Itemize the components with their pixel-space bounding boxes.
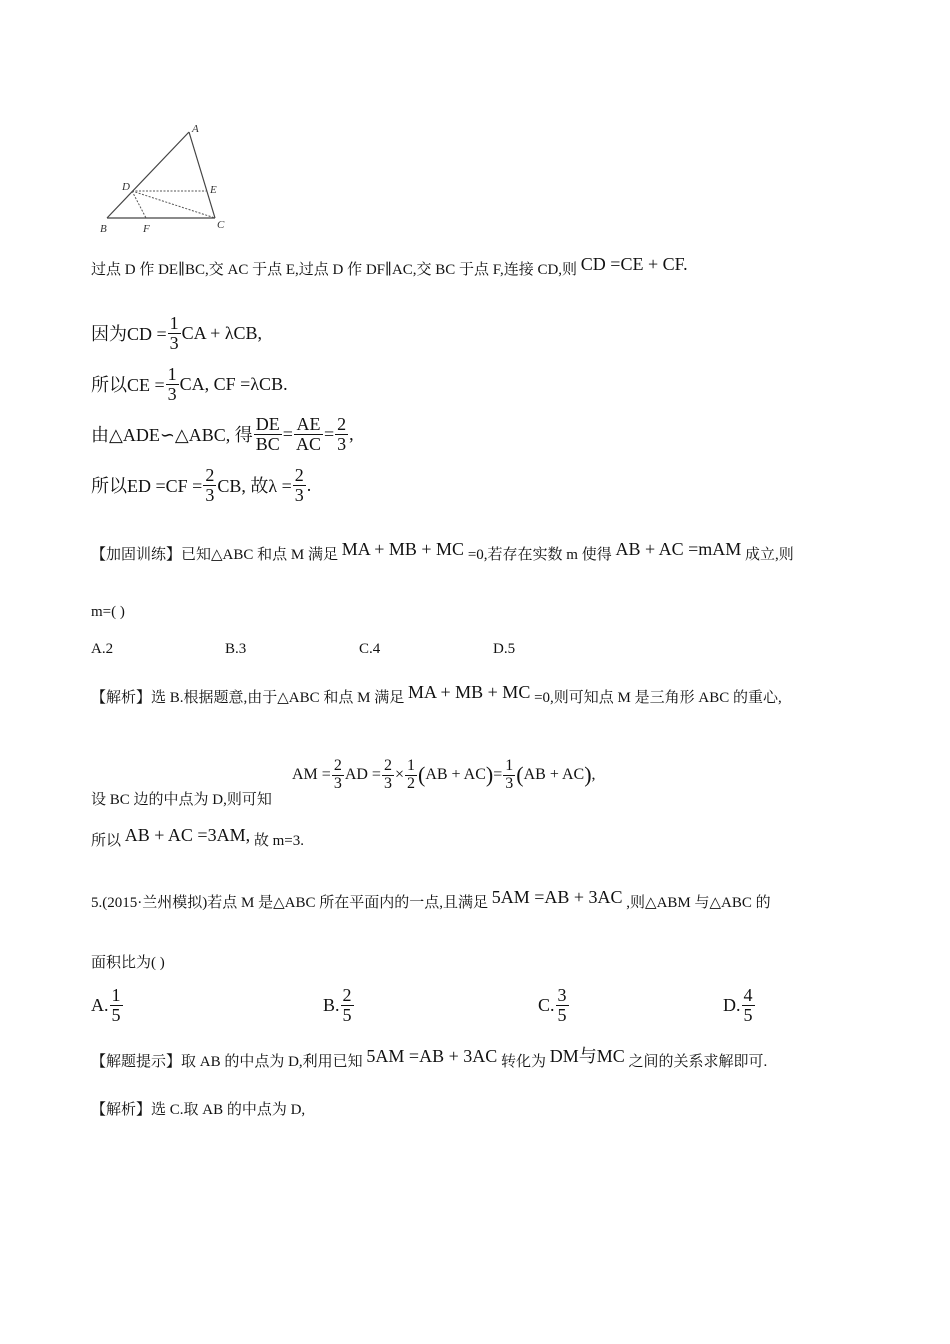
equals-sign: = [282,423,293,444]
numerator: 1 [169,313,179,333]
question-5 [91,887,771,912]
d2-prefix: 所以CE = [91,375,165,396]
hint-prefix: 【解题提示】取 AB 的中点为 D,利用已知 [91,1054,363,1070]
d4-suffix: . [306,474,312,495]
vector-equation: 5AM =AB + 3AC [491,887,623,907]
numerator: 1 [505,757,514,774]
d2-suffix: CA, CF =λCB. [179,373,288,394]
denominator: 3 [205,484,215,505]
numerator: DE [254,415,282,435]
solution-conclusion: 故 m=3. [253,833,304,849]
exercise-answer-blank: m=( ) [91,604,125,620]
formula-comma: , [591,766,596,784]
label-b: B [100,223,107,235]
option-label: D. [723,994,741,1015]
solution-prefix: 所以 [91,833,122,849]
numerator: 2 [333,757,342,774]
question-prefix: 5.(2015·兰州模拟)若点 M 是△ABC 所在平面内的一点,且满足 [91,895,488,911]
d1-prefix: 因为CD = [91,324,167,345]
hint-suffix: 之间的关系求解即可. [628,1054,768,1070]
exercise-question [91,539,794,564]
d4-prefix: 所以ED =CF = [91,476,203,497]
fraction [168,314,181,353]
vector-pair: DM与MC [549,1046,625,1066]
construction-text [91,254,688,279]
d3-prefix: 由△ADE∽△ABC, 得 [91,425,253,446]
vector-equation: AB + AC =mAM [615,539,742,559]
q5-option-a [91,986,124,1025]
formula-part: AB + AC [425,766,486,784]
fraction [166,365,179,404]
label-c: C [217,219,225,231]
numerator: 4 [743,985,753,1005]
fraction [254,415,282,454]
denominator: 2 [406,774,415,792]
formula-part: AB + AC [523,766,585,784]
question-5-line-2: 面积比为( ) [91,955,165,971]
fraction [405,758,417,793]
fraction [294,415,323,454]
denominator: 5 [342,1004,352,1025]
denominator: 5 [111,1004,121,1025]
numerator: 2 [294,465,304,485]
vector-sum: MA + MB + MC [341,539,465,559]
vector-equation: CD =CE + CF. [580,254,688,274]
label-a: A [192,123,199,135]
denominator: BC [255,433,280,454]
derivation-line-4 [91,466,311,505]
exercise-suffix: 成立,则 [745,547,794,563]
d4-middle: CB, 故λ = [217,476,292,497]
fraction [110,986,123,1025]
q5-solution: 【解析】选 C.取 AB 的中点为 D, [91,1102,306,1118]
denominator: 3 [169,332,179,353]
q5-option-b [323,986,355,1025]
left-paren: ( [417,762,426,788]
solution-line-1 [91,682,782,707]
numerator: 1 [406,757,415,774]
exercise-middle: =0,若存在实数 m 使得 [467,547,612,563]
denominator: 5 [557,1004,567,1025]
fraction [556,986,569,1025]
side-ac [189,132,215,218]
question-suffix: ,则△ABM 与△ABC 的 [626,895,771,911]
equals-sign: = [493,766,503,784]
times-sign: × [394,766,404,784]
fraction [742,986,755,1025]
fraction [203,466,216,505]
option-d: D.5 [493,641,516,657]
denominator: 3 [337,433,347,454]
denominator: 3 [333,774,342,792]
solution-prefix: 【解析】选 B.根据题意,由于△ABC 和点 M 满足 [91,690,405,706]
fraction [335,415,348,454]
denominator: AC [295,433,321,454]
fraction [341,986,354,1025]
solution-suffix: =0,则可知点 M 是三角形 ABC 的重心, [534,690,782,706]
option-a: A.2 [91,641,114,657]
denominator: 3 [383,774,392,792]
derivation-line-3 [91,415,354,454]
numerator: AE [294,415,323,435]
denominator: 3 [505,774,514,792]
fraction [503,758,515,793]
vector-equation: AB + AC =3AM, [124,825,251,845]
numerator: 3 [557,985,567,1005]
option-label: B. [323,994,340,1015]
option-label: C. [538,994,555,1015]
equals-sign: = [323,423,335,444]
d3-suffix: , [349,423,354,444]
numerator: 2 [337,414,347,434]
triangle-diagram [95,120,230,238]
q5-option-c [538,986,570,1025]
fraction [293,466,306,505]
option-label: A. [91,994,109,1015]
exercise-prefix: 【加固训练】已知△ABC 和点 M 满足 [91,547,338,563]
numerator: 1 [167,364,177,384]
solution-line-2: 设 BC 边的中点为 D,则可知 [91,792,272,808]
numerator: 2 [342,985,352,1005]
numerator: 2 [383,757,392,774]
numerator: 2 [205,465,215,485]
centroid-formula [292,758,596,793]
q5-hint [91,1046,767,1072]
q5-option-d [723,986,756,1025]
denominator: 3 [167,383,177,404]
right-paren: ) [485,762,494,788]
vector-equation: 5AM =AB + 3AC [366,1046,498,1066]
solution-line-3 [91,825,304,850]
derivation-line-2 [91,365,288,404]
label-e: E [210,184,217,196]
right-paren: ) [584,762,592,788]
option-b: B.3 [225,641,247,657]
left-paren: ( [516,762,524,788]
fraction [332,758,344,793]
label-d: D [122,181,130,193]
fraction [382,758,394,793]
hint-middle: 转化为 [501,1054,547,1070]
construction-sentence: 过点 D 作 DE∥BC,交 AC 于点 E,过点 D 作 DF∥AC,交 BC 于点 F,连接 CD,则 [91,262,578,278]
numerator: 1 [111,985,121,1005]
label-f: F [143,223,150,235]
option-c: C.4 [359,641,381,657]
denominator: 5 [743,1004,753,1025]
denominator: 3 [294,484,304,505]
formula-part: AM = [292,766,331,784]
vector-sum: MA + MB + MC [407,682,531,702]
formula-part: AD = [344,766,381,784]
derivation-line-1 [91,314,262,353]
d1-suffix: CA + λCB, [181,322,263,343]
segment-df [132,191,146,218]
